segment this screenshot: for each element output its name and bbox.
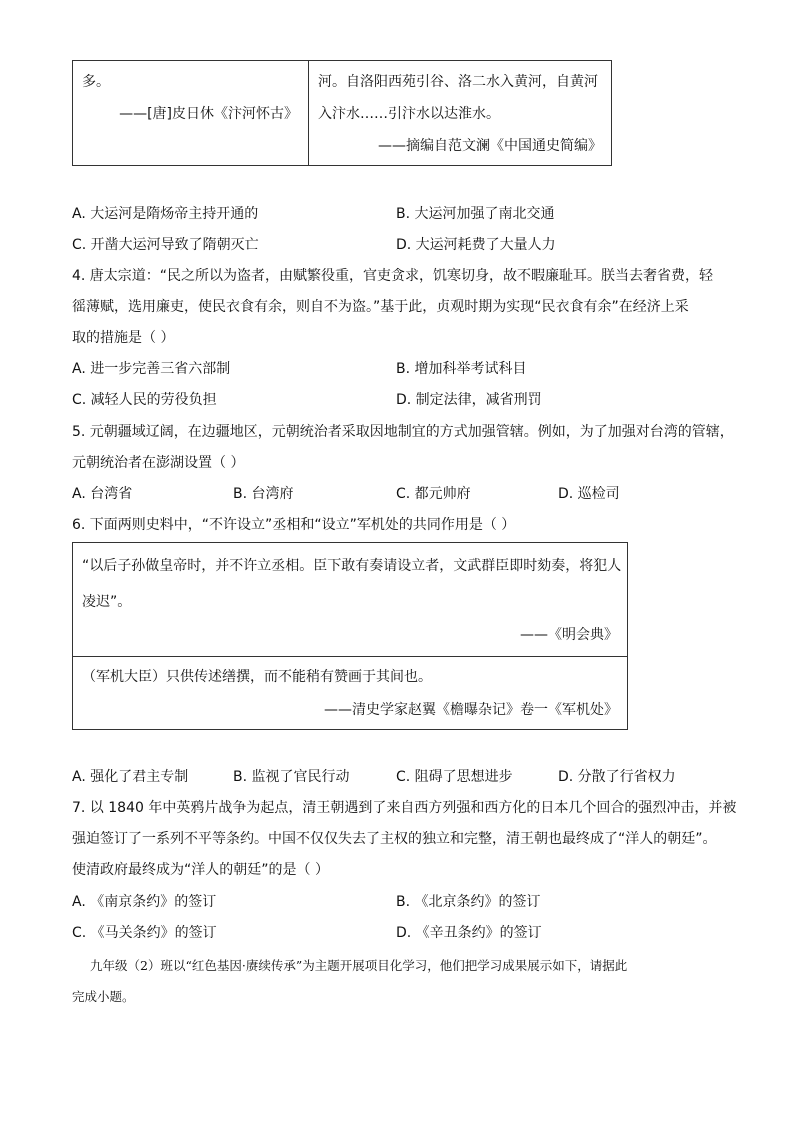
q7-option-d: D. 《辛丑条约》的签订 xyxy=(396,925,542,941)
q3-option-d: D. 大运河耗费了大量人力 xyxy=(396,237,556,253)
q4-stem-line3: 取的措施是（ ） xyxy=(72,330,175,346)
q4-option-b: B. 增加科举考试科目 xyxy=(396,361,527,377)
q7-option-a: A. 《南京条约》的签订 xyxy=(72,894,217,910)
q6-option-a: A. 强化了君主专制 xyxy=(72,769,189,785)
q7-stem-line3: 使清政府最终成为“洋人的朝廷”的是（ ） xyxy=(72,862,329,878)
q6-option-c: C. 阻碍了思想进步 xyxy=(396,769,513,785)
q6-box-divider xyxy=(72,656,628,657)
q3-option-b: B. 大运河加强了南北交通 xyxy=(396,206,555,222)
q7-option-c: C. 《马关条约》的签订 xyxy=(72,925,217,941)
q7-stem-line2: 强迫签订了一系列不平等条约。中国不仅仅失去了主权的独立和完整，清王朝也最终成了“洋人的朝廷”。 xyxy=(72,831,717,847)
table-left-source: ——[唐]皮日休《汴河怀古》 xyxy=(119,106,298,122)
table-left-text: 多。 xyxy=(82,74,110,90)
q4-option-c: C. 减轻人民的劳役负担 xyxy=(72,392,217,408)
table-divider xyxy=(308,60,309,166)
q7-option-b: B. 《北京条约》的签订 xyxy=(396,894,541,910)
table-right-line2: 入汴水……引汴水以达淮水。 xyxy=(318,106,500,122)
q6-box1-line2: 凌迟”。 xyxy=(82,594,132,610)
q3-option-a: A. 大运河是隋炀帝主持开通的 xyxy=(72,206,259,222)
q6-option-d: D. 分散了行省权力 xyxy=(558,769,676,785)
q6-box1-line1: “以后子孙做皇帝时，并不许立丞相。臣下敢有奏请设立者，文武群臣即时劾奏，将犯人 xyxy=(82,558,622,574)
q5-option-c: C. 都元帅府 xyxy=(396,486,471,502)
q5-option-b: B. 台湾府 xyxy=(233,486,294,502)
q5-stem-line1: 5. 元朝疆域辽阔，在边疆地区，元朝统治者采取因地制宜的方式加强管辖。例如，为了加强对台湾的管辖， xyxy=(72,424,734,440)
table-right-source: ——摘编自范文澜《中国通史简编》 xyxy=(378,138,602,154)
section-intro-line2: 完成小题。 xyxy=(72,989,135,1004)
q4-option-d: D. 制定法律，减省刑罚 xyxy=(396,392,542,408)
q6-option-b: B. 监视了官民行动 xyxy=(233,769,350,785)
section-intro-line1: 九年级（2）班以“红色基因·赓续传承”为主题开展项目化学习，他们把学习成果展示如下，请据此 xyxy=(90,958,628,973)
q4-stem-line2: 徭薄赋，选用廉吏，使民衣食有余，则自不为盗。”基于此，贞观时期为实现“民衣食有余”在经济上采 xyxy=(72,299,689,315)
q6-box2-line1: （军机大臣）只供传述缮撰，而不能稍有赞画于其间也。 xyxy=(82,669,432,685)
q6-box2-source: ——清史学家赵翼《檐曝杂记》卷一《军机处》 xyxy=(324,702,618,718)
q6-box1-source: ——《明会典》 xyxy=(520,627,618,643)
q4-option-a: A. 进一步完善三省六部制 xyxy=(72,361,231,377)
table-right-line1: 河。自洛阳西苑引谷、洛二水入黄河，自黄河 xyxy=(318,74,598,90)
q5-stem-line2: 元朝统治者在澎湖设置（ ） xyxy=(72,455,245,471)
q5-option-a: A. 台湾省 xyxy=(72,486,133,502)
q5-option-d: D. 巡检司 xyxy=(558,486,620,502)
q6-stem: 6. 下面两则史料中，“不许设立”丞相和“设立”军机处的共同作用是（ ） xyxy=(72,517,516,533)
q4-stem-line1: 4. 唐太宗道：“民之所以为盗者，由赋繁役重，官吏贪求，饥寒切身，故不暇廉耻耳。朕当去奢省费，轻 xyxy=(72,268,714,284)
q7-stem-line1: 7. 以 1840 年中英鸦片战争为起点，清王朝遇到了来自西方列强和西方化的日本几个回合的强烈冲击，并被 xyxy=(72,800,737,816)
q3-option-c: C. 开凿大运河导致了隋朝灭亡 xyxy=(72,237,259,253)
